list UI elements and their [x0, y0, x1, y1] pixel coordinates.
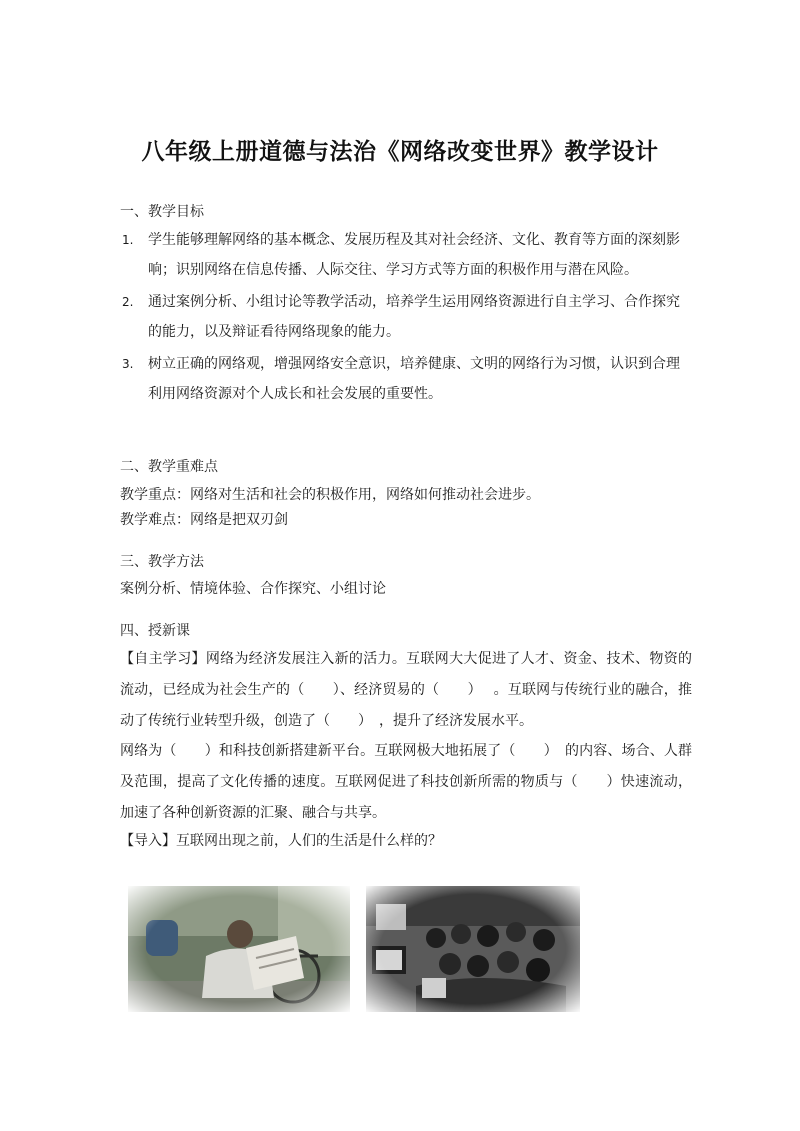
photo-reading-newspaper [128, 886, 350, 1012]
document-title: 八年级上册道德与法治《网络改变世界》教学设计 [141, 139, 659, 165]
photo-crowd-watching-tv [366, 886, 580, 1012]
objective-number: 2. [122, 295, 134, 309]
objective-item [120, 349, 690, 409]
objective-number: 3. [122, 357, 134, 371]
objectives-list [120, 225, 690, 411]
culture-paragraph: 网络为（ ）和科技创新搭建新平台。互联网极大地拓展了（ ） 的内容、场合、人群及范围，提高了文化传播的速度。互联网促进了科技创新所需的物质与（ ）快速流动，加速了各种创新资源的汇聚、融合与共享。 [120, 743, 692, 821]
methods-text: 案例分析、情境体验、合作探究、小组讨论 [120, 581, 386, 597]
section-heading-objectives: 一、教学目标 [120, 204, 204, 220]
objective-text: 学生能够理解网络的基本概念、发展历程及其对社会经济、文化、教育等方面的深刻影响；识别网络在信息传播、人际交往、学习方式等方面的积极作用与潜在风险。 [148, 232, 680, 278]
section-heading-key-points: 二、教学重难点 [120, 459, 218, 475]
objective-item [120, 225, 690, 285]
objective-text: 通过案例分析、小组讨论等教学活动，培养学生运用网络资源进行自主学习、合作探究的能力，以及辩证看待网络现象的能力。 [148, 294, 680, 340]
key-point-text: 教学重点：网络对生活和社会的积极作用，网络如何推动社会进步。 [120, 487, 540, 503]
self-study-paragraph: 【自主学习】网络为经济发展注入新的活力。互联网大大促进了人才、资金、技术、物资的流动，已经成为社会生产的（ ）、经济贸易的（ ） 。互联网与传统行业的融合，推动了传统行业转型升级，创造了（ ） ，提升了经济发展水平。 [120, 651, 692, 729]
objective-number: 1. [122, 233, 134, 247]
objective-item [120, 287, 690, 347]
section-heading-new-lesson: 四、授新课 [120, 623, 190, 639]
objective-text: 树立正确的网络观，增强网络安全意识，培养健康、文明的网络行为习惯，认识到合理利用网络资源对个人成长和社会发展的重要性。 [148, 356, 680, 402]
intro-question: 【导入】互联网出现之前，人们的生活是什么样的？ [120, 833, 442, 849]
section-heading-methods: 三、教学方法 [120, 554, 204, 570]
difficult-point-text: 教学难点：网络是把双刃剑 [120, 512, 288, 528]
